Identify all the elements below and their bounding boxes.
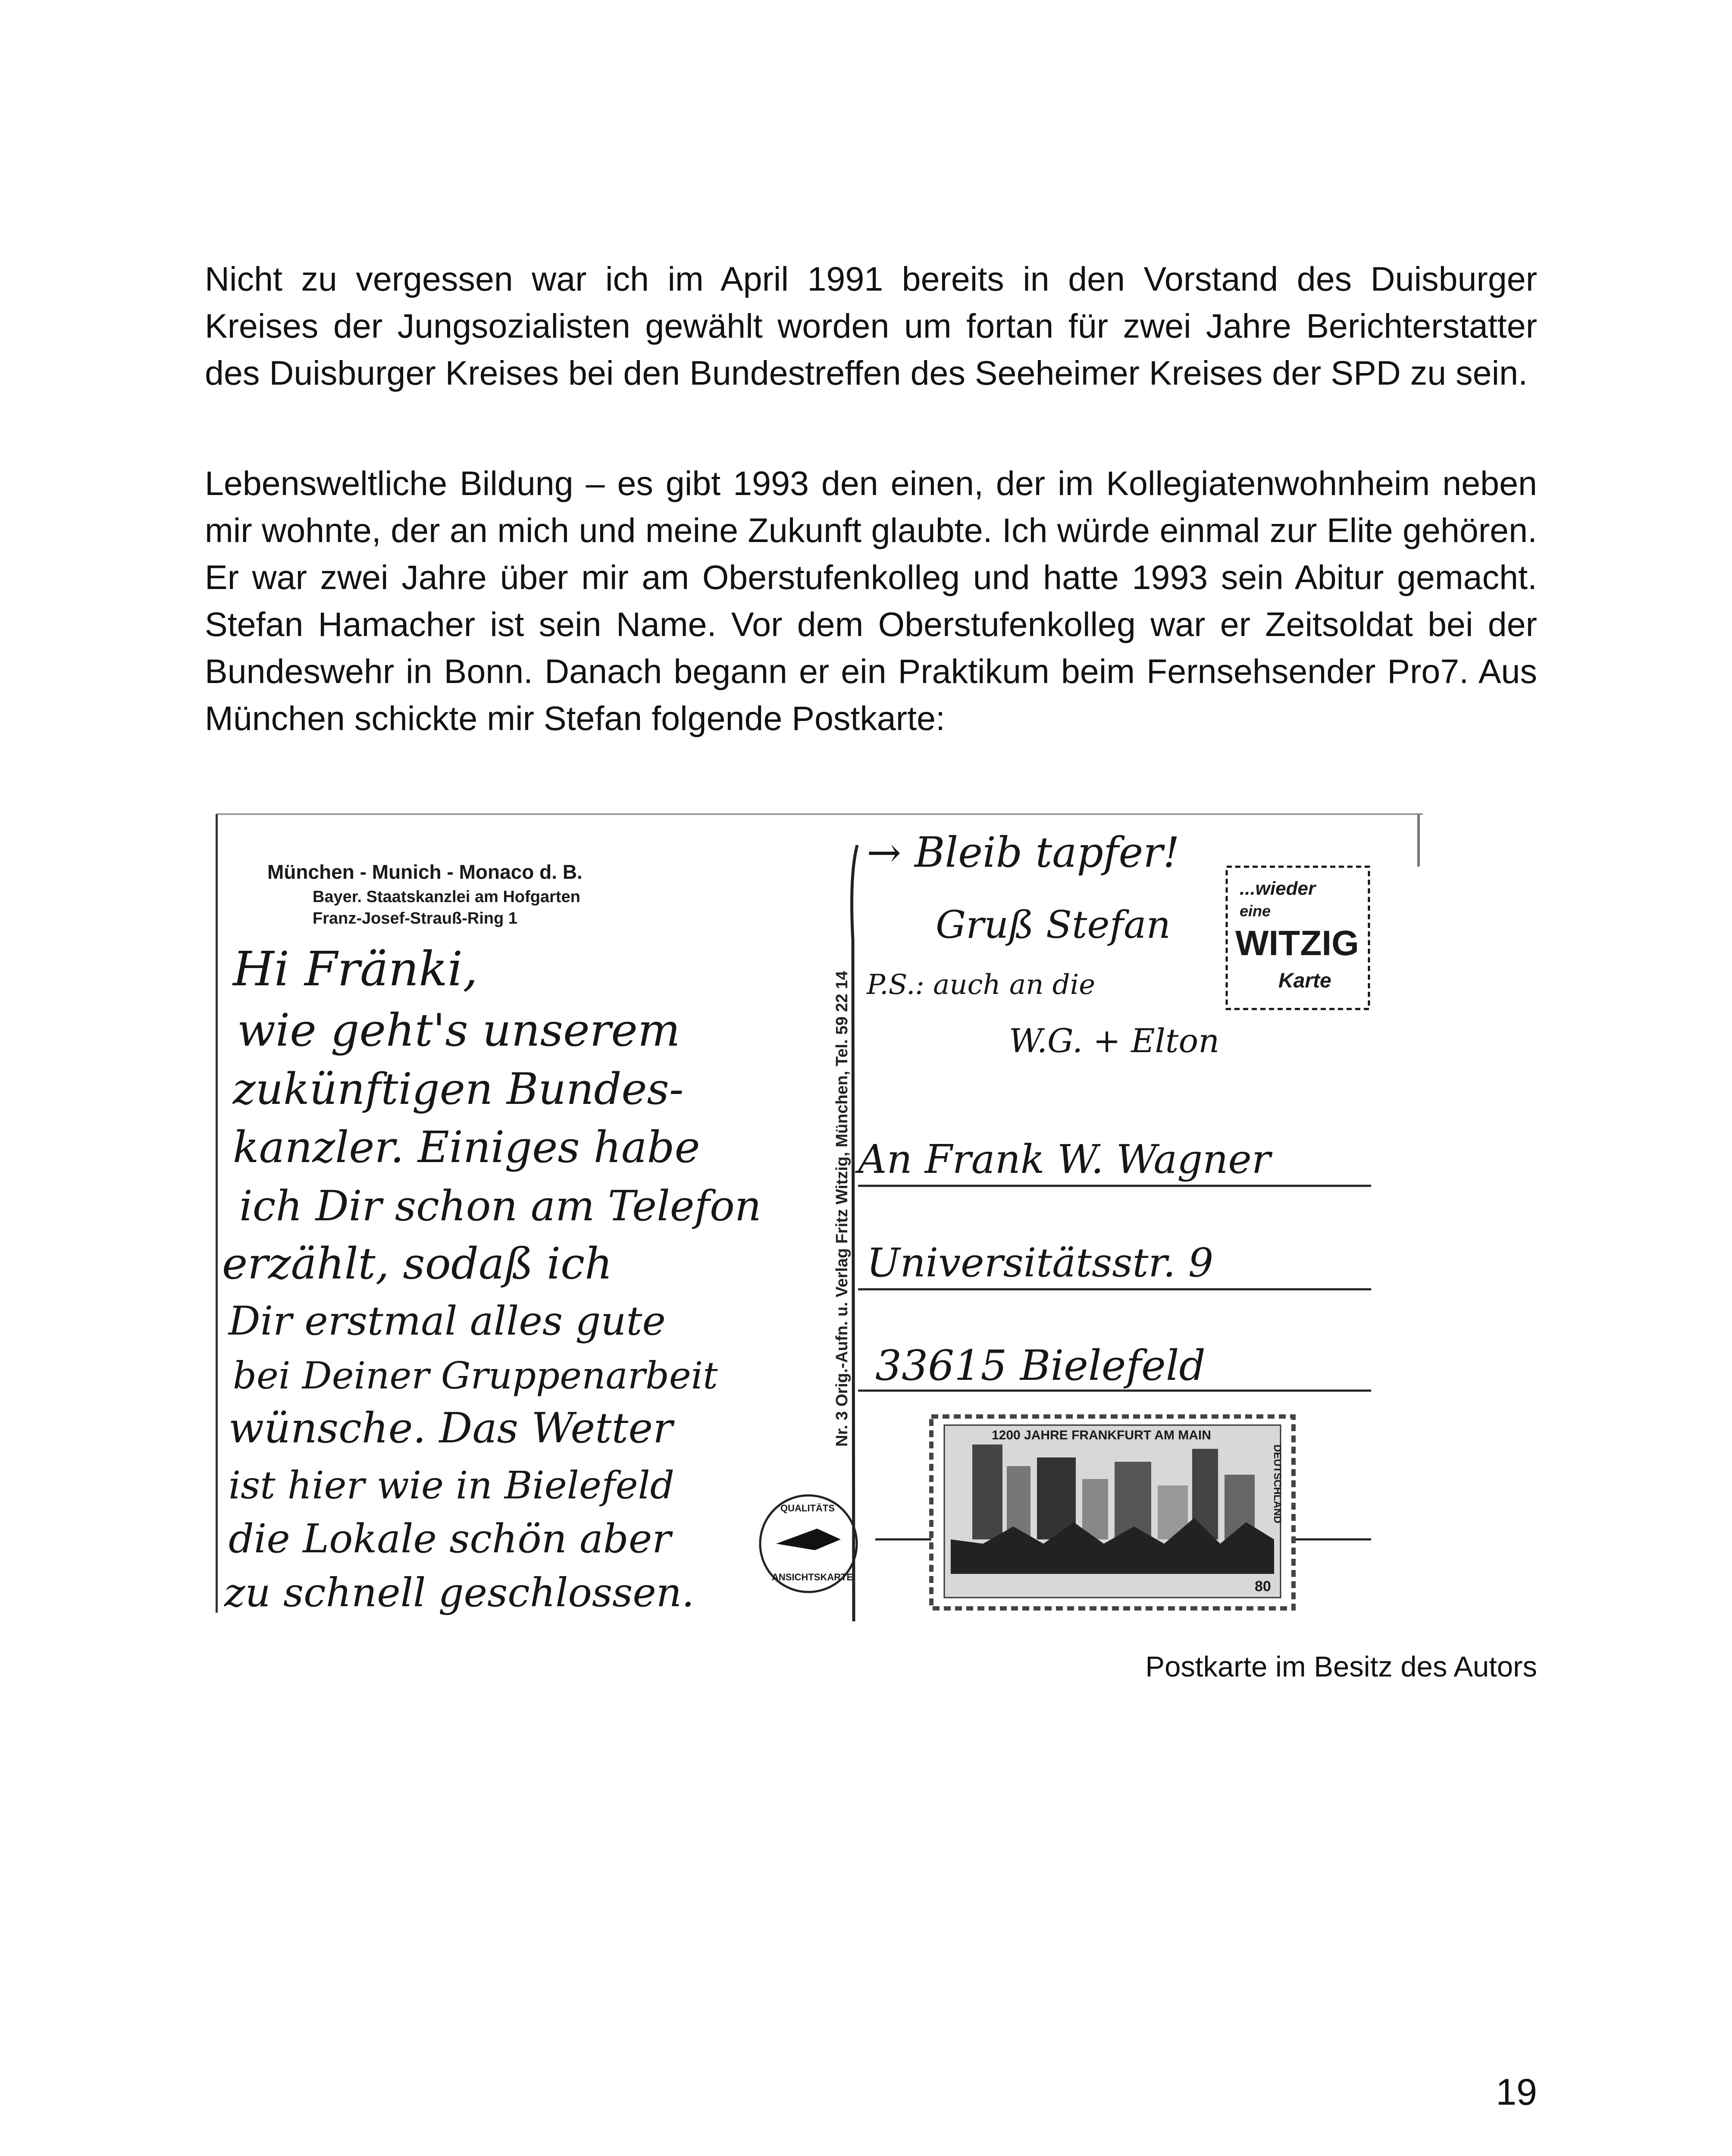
- svg-text:Dir erstmal alles gute: Dir erstmal alles gute: [229, 1298, 666, 1344]
- svg-text:→ Bleib tapfer!: → Bleib tapfer!: [867, 828, 1180, 877]
- svg-text:Hi Fränki,: Hi Fränki,: [233, 941, 478, 997]
- figure-caption: Postkarte im Besitz des Autors: [1145, 1651, 1537, 1683]
- svg-text:eine: eine: [1240, 902, 1271, 920]
- svg-text:bei Deiner Gruppenarbeit: bei Deiner Gruppenarbeit: [233, 1354, 718, 1398]
- svg-text:Universitätsstr. 9: Universitätsstr. 9: [867, 1240, 1214, 1286]
- svg-text:33615 Bielefeld: 33615 Bielefeld: [875, 1341, 1206, 1390]
- postcard-header-line2: Bayer. Staatskanzlei am Hofgarten: [313, 888, 580, 906]
- svg-text:Gruß Stefan: Gruß Stefan: [936, 903, 1171, 947]
- postcard-vertical-imprint: Nr. 3 Orig.-Aufn. u. Verlag Fritz Witzig, München, Tel. 59 22 14: [833, 971, 851, 1447]
- postcard-header-line1: München - Munich - Monaco d. B.: [267, 861, 583, 883]
- svg-text:ANSICHTSKARTE: ANSICHTSKARTE: [772, 1572, 853, 1583]
- svg-text:die Lokale schön aber: die Lokale schön aber: [229, 1516, 671, 1562]
- svg-text:QUALITÄTS: QUALITÄTS: [780, 1503, 835, 1514]
- svg-text:zu schnell geschlossen.: zu schnell geschlossen.: [224, 1570, 695, 1616]
- svg-text:P.S.: auch an die: P.S.: auch an die: [867, 969, 1096, 1001]
- svg-text:Karte: Karte: [1278, 969, 1331, 992]
- body-paragraph-1: Nicht zu vergessen war ich im April 1991 bereits in den Vorstand des Duisburger Kreises der Jungsozialisten gewählt worden um fortan für zwei Jahre Berichterstatter des Duisburger Kreises bei den Bundestreffen des Seeheimer Kreises der SPD zu sein.: [205, 260, 1537, 392]
- svg-text:An Frank W. Wagner: An Frank W. Wagner: [858, 1136, 1271, 1182]
- body-paragraph-2: Lebensweltliche Bildung – es gibt 1993 den einen, der im Kollegiatenwohnheim neben mir wohnte, der an mich und meine Zukunft glaubte. Ich würde einmal zur Elite gehören. Er war zwei Jahre über mir am Oberstufenkolleg und hatte 1993 sein Abitur gemacht. Stefan Hamacher ist sein Name. Vor dem Oberstufenkolleg war er Zeitsoldat bei der Bundeswehr in Bonn. Danach begann er ein Praktikum beim Fernsehsender Pro7. Aus München schickte mir Stefan folgende Postkarte:: [205, 464, 1537, 737]
- svg-text:...wieder: ...wieder: [1240, 878, 1316, 899]
- postage-stamp: [931, 1416, 1294, 1608]
- svg-text:kanzler. Einiges habe: kanzler. Einiges habe: [233, 1122, 700, 1172]
- postcard-scan: [216, 811, 1431, 1621]
- svg-text:wünsche. Das Wetter: wünsche. Das Wetter: [229, 1404, 673, 1452]
- svg-text:erzählt, sodaß ich: erzählt, sodaß ich: [222, 1238, 613, 1289]
- svg-text:1200 JAHRE FRANKFURT AM MAIN: 1200 JAHRE FRANKFURT AM MAIN: [992, 1428, 1211, 1442]
- svg-text:80: 80: [1255, 1578, 1271, 1595]
- postcard-image: [216, 811, 1431, 1623]
- svg-text:ich Dir schon am Telefon: ich Dir schon am Telefon: [239, 1182, 761, 1230]
- page-number: 19: [1496, 2071, 1537, 2113]
- svg-text:ist hier wie in Bielefeld: ist hier wie in Bielefeld: [229, 1463, 675, 1507]
- svg-text:DEUTSCHLAND: DEUTSCHLAND: [1272, 1445, 1283, 1523]
- svg-text:W.G. + Elton: W.G. + Elton: [1009, 1022, 1220, 1060]
- svg-text:zukünftigen Bundes-: zukünftigen Bundes-: [233, 1064, 684, 1114]
- svg-text:WITZIG: WITZIG: [1235, 924, 1359, 963]
- postcard-header-line3: Franz-Josef-Strauß-Ring 1: [313, 909, 518, 928]
- svg-text:wie geht's unserem: wie geht's unserem: [237, 1004, 680, 1056]
